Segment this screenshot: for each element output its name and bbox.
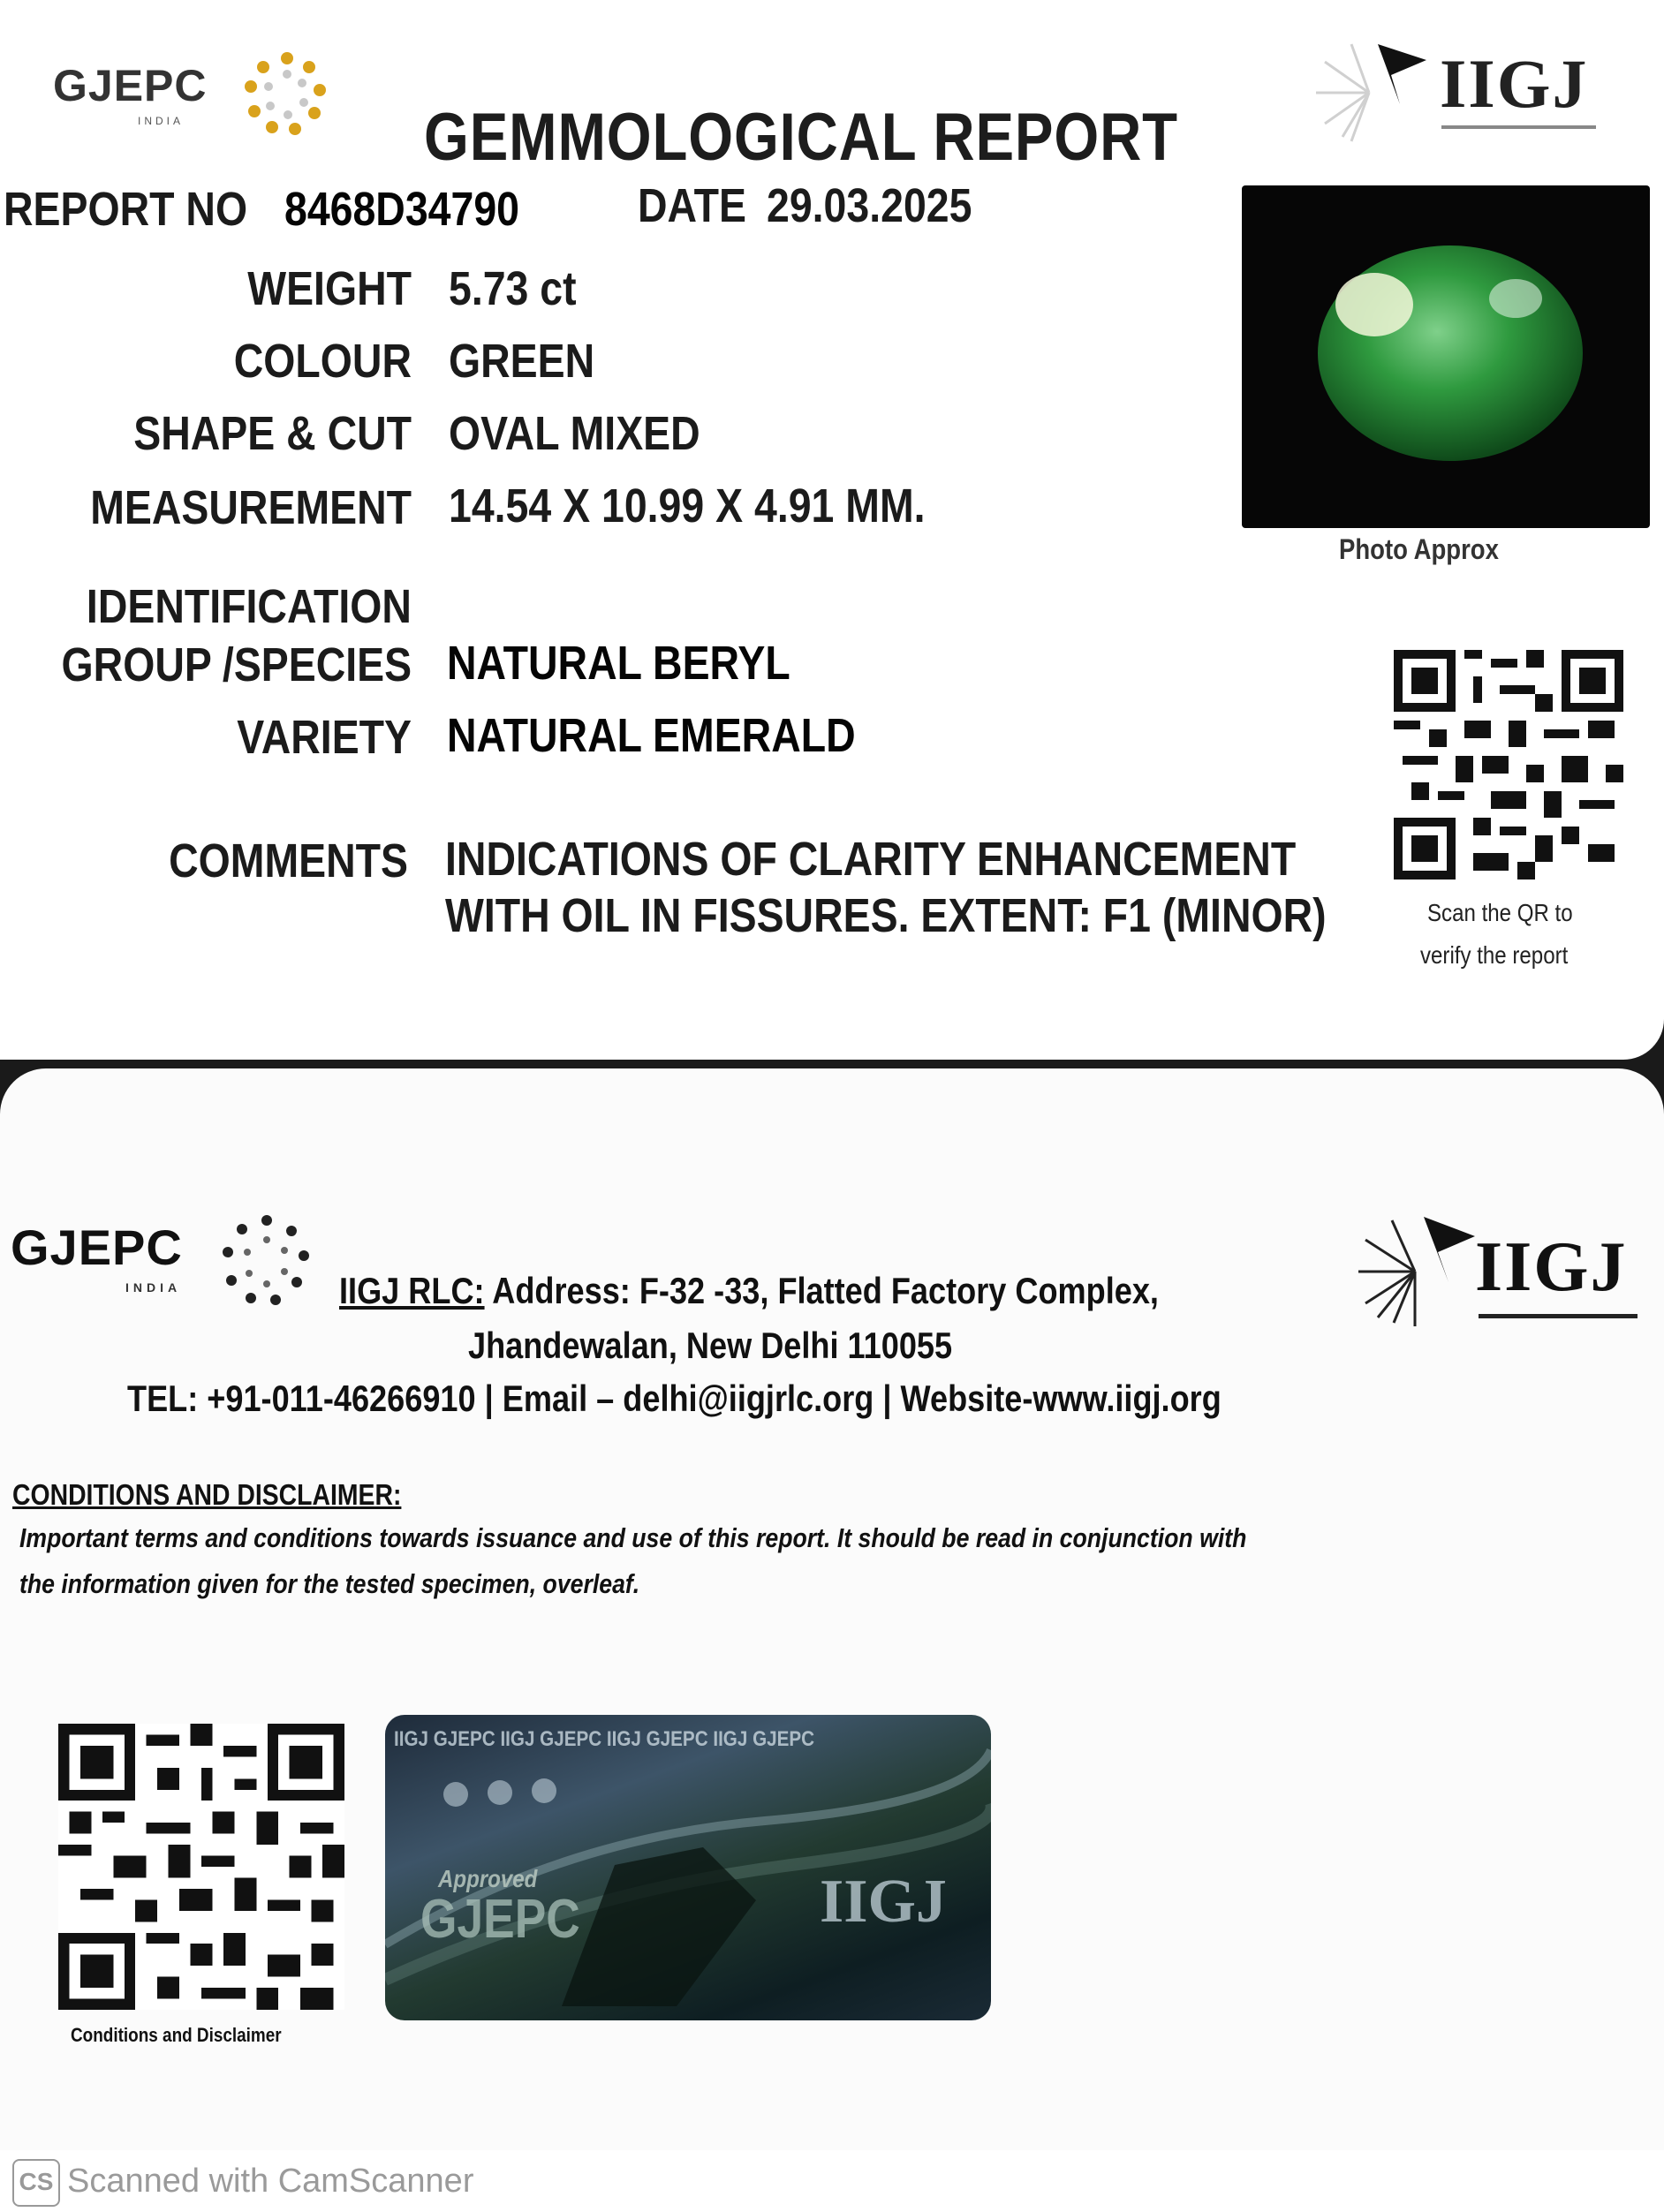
- identification-label: IDENTIFICATION: [86, 580, 412, 633]
- iigj-logo-underline: [1479, 1314, 1638, 1318]
- gjepc-logo: [53, 53, 336, 150]
- scanner-footer: [0, 2150, 1664, 2212]
- report-title: GEMMOLOGICAL REPORT: [424, 100, 1178, 175]
- colour-value: GREEN: [449, 335, 595, 388]
- conditions-qr-code[interactable]: [58, 1724, 344, 2010]
- address-line-1: [339, 1270, 1159, 1312]
- measurement-value: 14.54 X 10.99 X 4.91 MM.: [449, 479, 926, 532]
- iigj-logo: [1307, 26, 1607, 150]
- emerald-gem-icon: [1242, 185, 1650, 528]
- gjepc-emblem-icon: [238, 48, 336, 145]
- hologram-approved-text: Approved: [438, 1865, 538, 1892]
- species-label: GROUP /SPECIES: [61, 638, 412, 691]
- report-no-value: 8468D34790: [284, 183, 519, 236]
- iigj-logo-underline: [1441, 125, 1596, 129]
- variety-value: NATURAL EMERALD: [447, 709, 856, 762]
- qr-caption-line-2: verify the report: [1420, 941, 1569, 969]
- iigj-sunburst-icon: [1307, 35, 1440, 150]
- comments-line-1: INDICATIONS OF CLARITY ENHANCEMENT: [445, 833, 1297, 886]
- address-text: Address: F-32 -33, Flatted Factory Complex,: [492, 1270, 1159, 1311]
- qr-caption-line-1: Scan the QR to: [1427, 899, 1573, 926]
- variety-label: VARIETY: [237, 711, 412, 764]
- verify-qr-code[interactable]: [1394, 650, 1623, 880]
- conditions-qr-caption: Conditions and Disclaimer: [71, 2024, 282, 2046]
- report-card-front: [0, 0, 1664, 1060]
- hologram-repeat-text: IIGJ GJEPC IIGJ GJEPC IIGJ GJEPC IIGJ GJEPC: [394, 1727, 815, 1751]
- disclaimer-line-2: the information given for the tested specimen, overleaf.: [19, 1568, 640, 1599]
- colour-label: COLOUR: [233, 335, 412, 388]
- qr-code-icon: [58, 1724, 344, 2010]
- iigj-logo-text: IIGJ: [1440, 45, 1589, 122]
- shape-cut-label: SHAPE & CUT: [133, 407, 412, 460]
- comments-line-2: WITH OIL IN FISSURES. EXTENT: F1 (MINOR): [445, 889, 1327, 942]
- security-hologram: [385, 1715, 991, 2020]
- qr-code-icon: [1394, 650, 1623, 880]
- measurement-label: MEASUREMENT: [90, 481, 412, 534]
- gjepc-emblem-icon: [214, 1210, 320, 1316]
- gem-photo: [1242, 185, 1650, 528]
- date-label: DATE: [638, 179, 746, 232]
- iigj-logo-back: [1351, 1201, 1652, 1333]
- hologram-gjepc-text: GJEPC: [420, 1889, 580, 1950]
- hologram-iigj-text: IIGJ: [820, 1868, 947, 1936]
- camscanner-logo-icon: CS: [12, 2159, 60, 2207]
- photo-caption: Photo Approx: [1339, 533, 1499, 565]
- disclaimer-line-1: Important terms and conditions towards issuance and use of this report. It should be read in conjunction with: [19, 1522, 1247, 1553]
- address-label: IIGJ RLC:: [339, 1270, 485, 1311]
- shape-cut-value: OVAL MIXED: [449, 407, 700, 460]
- species-value: NATURAL BERYL: [447, 637, 790, 690]
- gjepc-logo-subtext: INDIA: [138, 115, 185, 127]
- gjepc-logo-subtext: INDIA: [125, 1280, 182, 1295]
- iigj-logo-text: IIGJ: [1475, 1228, 1628, 1306]
- comments-label: COMMENTS: [169, 834, 408, 887]
- camscanner-text: Scanned with CamScanner: [67, 2163, 474, 2200]
- iigj-sunburst-icon: [1351, 1210, 1484, 1333]
- gjepc-logo-back: [11, 1210, 329, 1325]
- gjepc-logo-text: GJEPC: [11, 1219, 183, 1275]
- date-value: 29.03.2025: [767, 179, 972, 232]
- contact-line: TEL: +91-011-46266910 | Email – delhi@iigjrlc.org | Website-www.iigj.org: [127, 1378, 1222, 1419]
- disclaimer-title: CONDITIONS AND DISCLAIMER:: [12, 1478, 402, 1511]
- weight-value: 5.73 ct: [449, 262, 577, 315]
- report-card-back: [0, 1068, 1664, 2150]
- report-no-label: REPORT NO: [4, 183, 248, 236]
- weight-label: WEIGHT: [247, 262, 412, 315]
- address-line-2: Jhandewalan, New Delhi 110055: [468, 1325, 953, 1366]
- gjepc-logo-text: GJEPC: [53, 61, 208, 110]
